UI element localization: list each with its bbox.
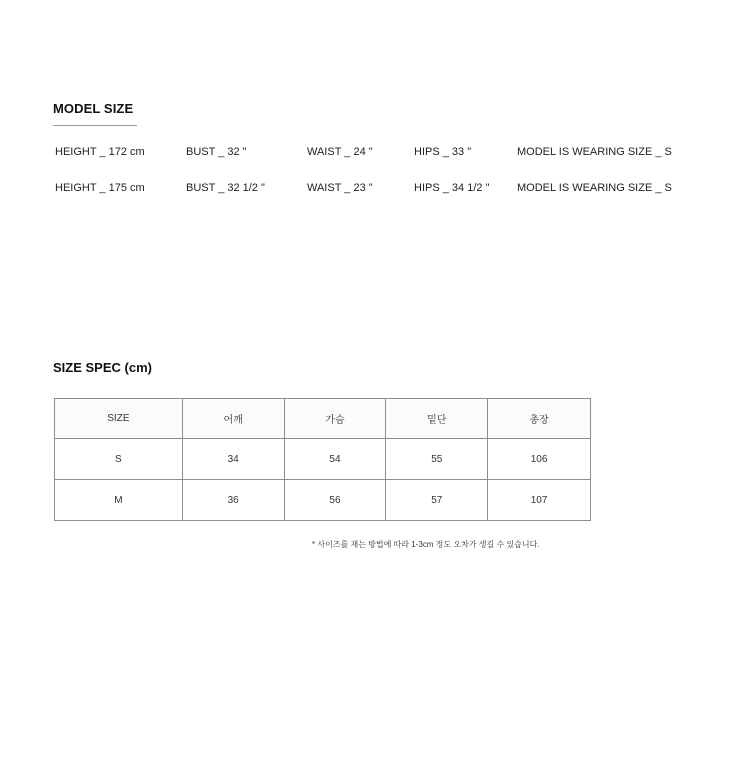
header-hem: 밑단 <box>386 399 488 439</box>
header-length: 총장 <box>488 399 591 439</box>
model-wearing-size: MODEL IS WEARING SIZE _ S <box>517 146 672 158</box>
model-waist: WAIST _ 23 " <box>307 182 373 194</box>
table-row <box>55 480 591 521</box>
size-spec-table <box>54 398 591 521</box>
cell-length: 107 <box>488 480 591 521</box>
model-row <box>0 182 750 198</box>
measurement-note: * 사이즈를 재는 방법에 따라 1-3cm 정도 오차가 생길 수 있습니다. <box>312 540 540 549</box>
size-spec-title: SIZE SPEC (cm) <box>53 360 152 375</box>
cell-chest: 56 <box>284 480 386 521</box>
cell-shoulder: 36 <box>182 480 284 521</box>
cell-hem: 57 <box>386 480 488 521</box>
cell-chest: 54 <box>284 439 386 480</box>
model-height: HEIGHT _ 175 cm <box>55 182 145 194</box>
model-hips: HIPS _ 34 1/2 " <box>414 182 490 194</box>
cell-size: S <box>55 439 183 480</box>
table-header-row <box>55 399 591 439</box>
header-shoulder: 어깨 <box>182 399 284 439</box>
model-bust: BUST _ 32 1/2 " <box>186 182 265 194</box>
cell-hem: 55 <box>386 439 488 480</box>
header-chest: 가슴 <box>284 399 386 439</box>
header-size: SIZE <box>55 399 183 439</box>
cell-shoulder: 34 <box>182 439 284 480</box>
model-size-title: MODEL SIZE <box>53 101 134 116</box>
cell-length: 106 <box>488 439 591 480</box>
model-wearing-size: MODEL IS WEARING SIZE _ S <box>517 182 672 194</box>
cell-size: M <box>55 480 183 521</box>
table-row <box>55 439 591 480</box>
model-hips: HIPS _ 33 " <box>414 146 472 158</box>
model-bust: BUST _ 32 " <box>186 146 247 158</box>
model-waist: WAIST _ 24 " <box>307 146 373 158</box>
model-row <box>0 146 750 162</box>
model-size-underline <box>53 125 137 126</box>
model-height: HEIGHT _ 172 cm <box>55 146 145 158</box>
